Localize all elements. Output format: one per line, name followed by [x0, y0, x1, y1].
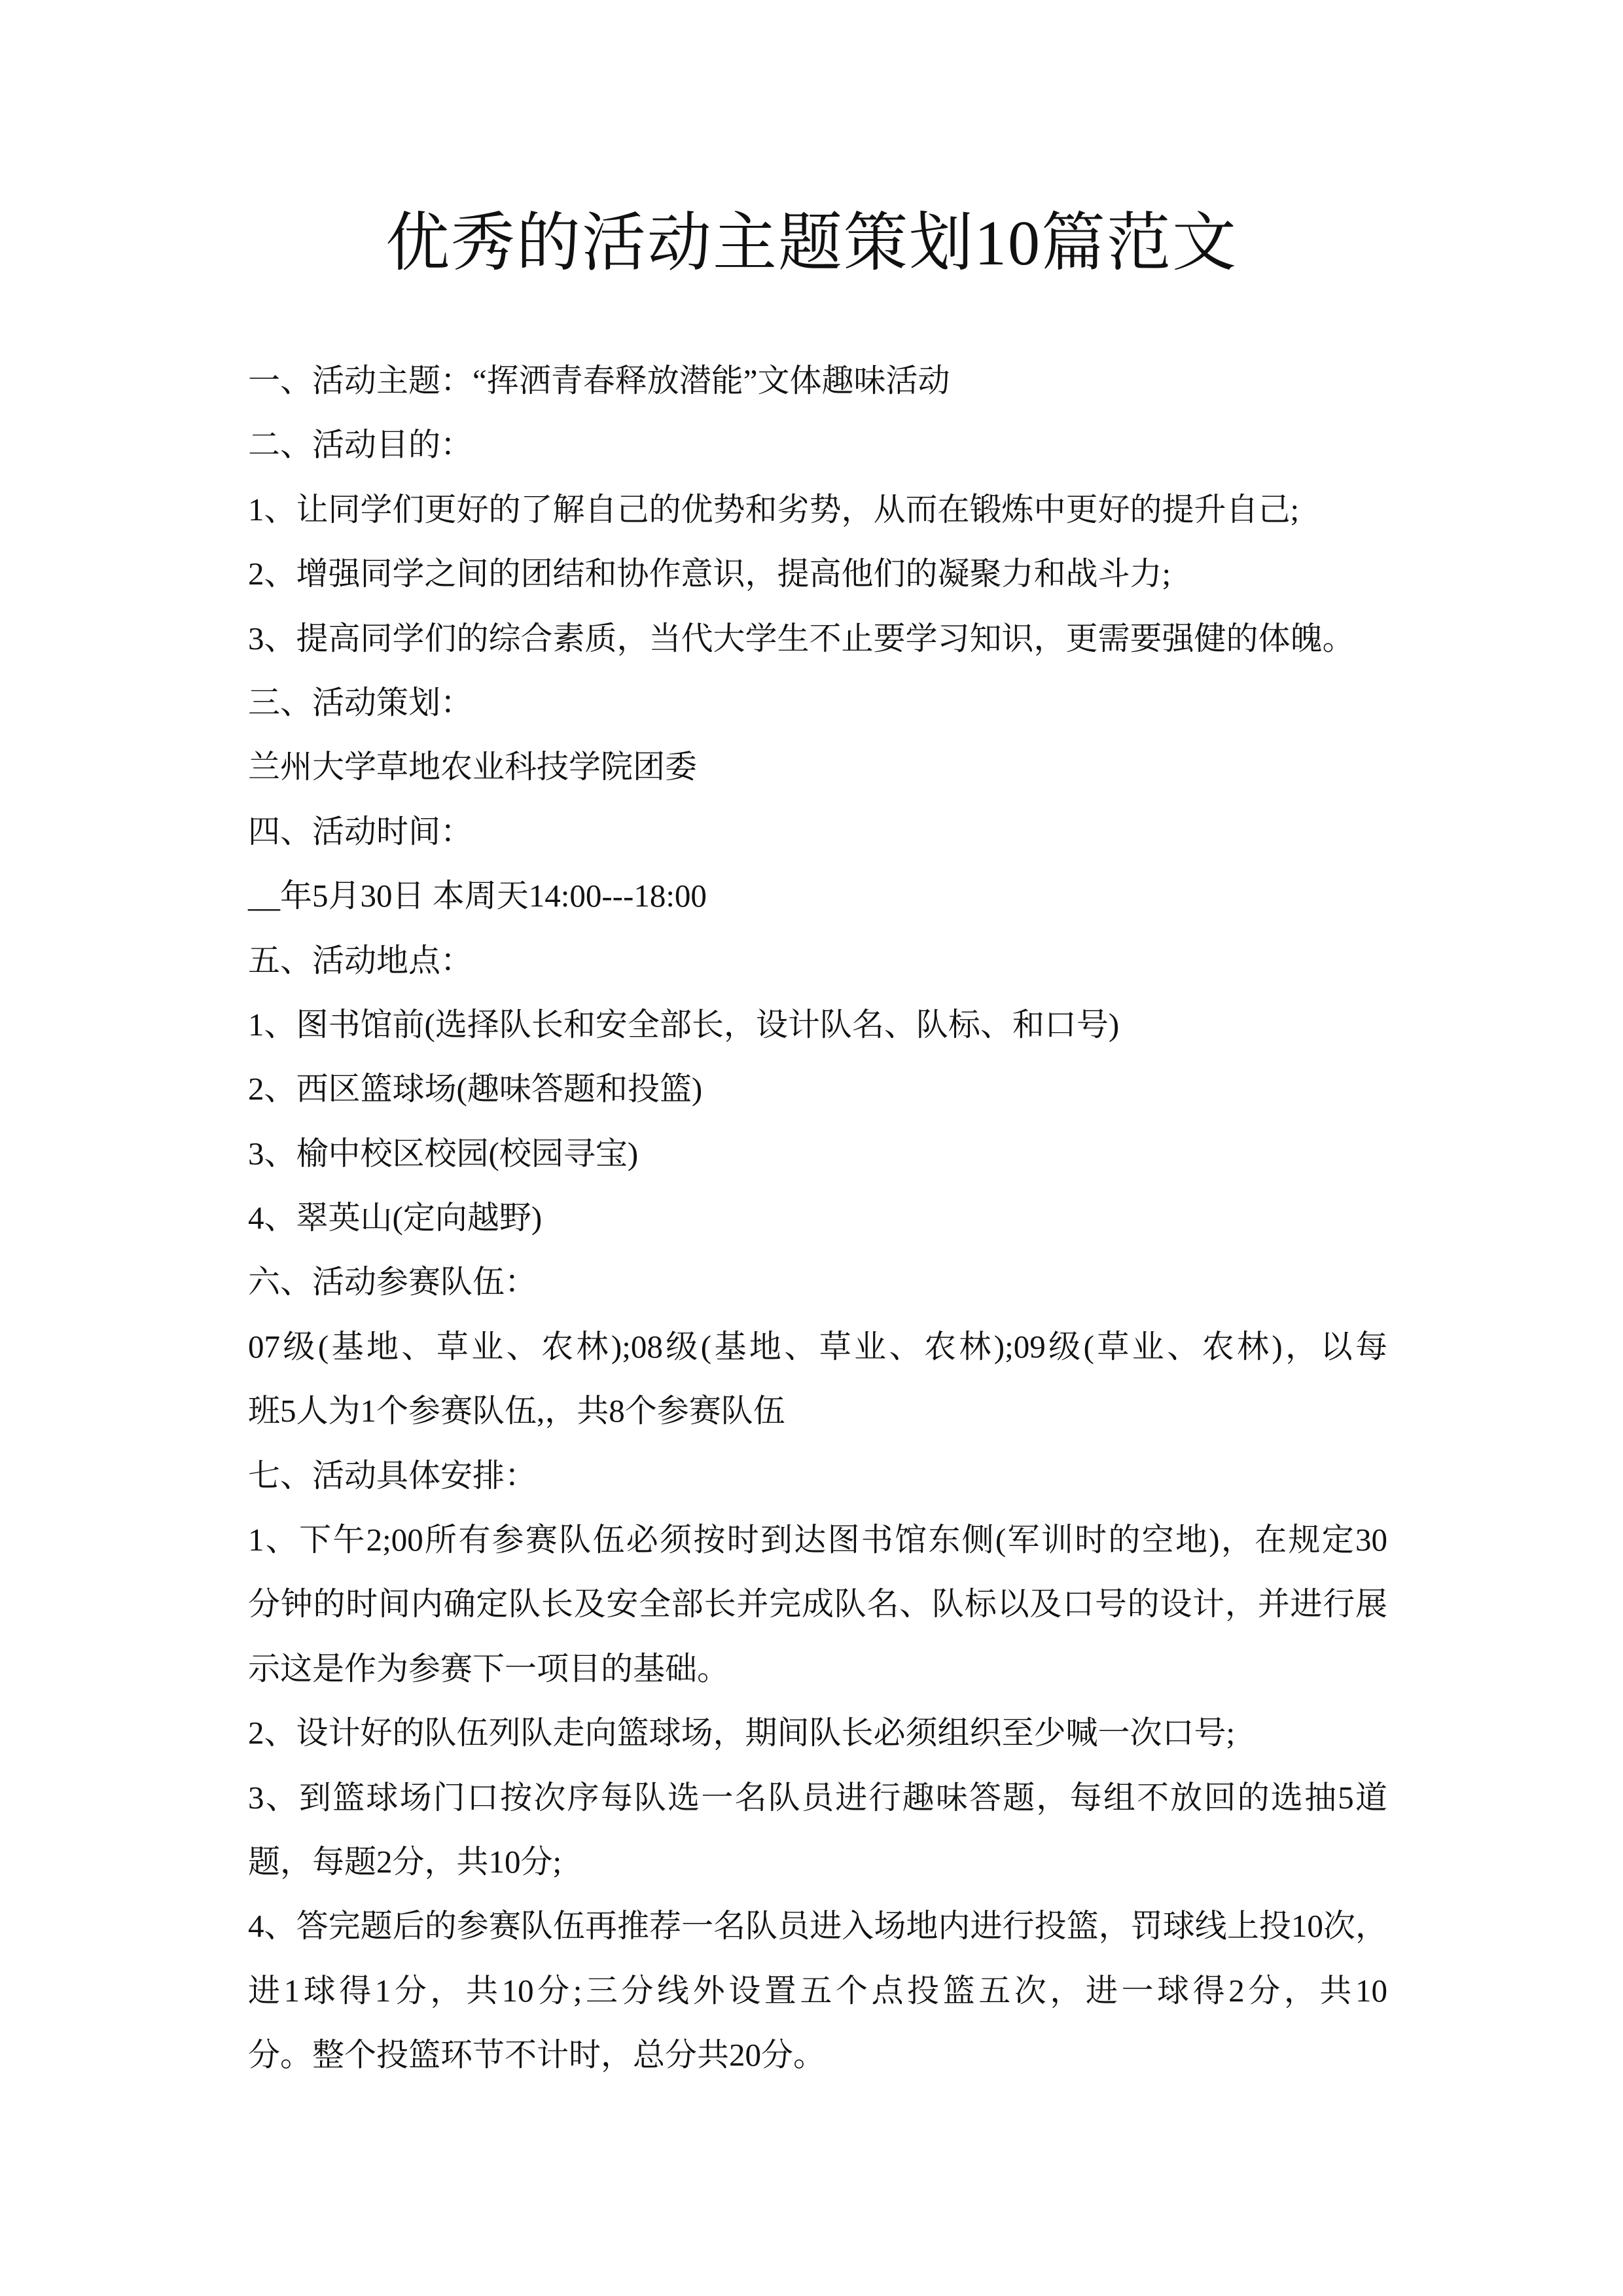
text-line: 2、增强同学之间的团结和协作意识，提高他们的凝聚力和战斗力;	[248, 556, 1171, 592]
text-line: 4、翠英山(定向越野)	[248, 1200, 543, 1236]
text-line: 兰州大学草地农业科技学院团委	[248, 749, 698, 785]
text-line: 2、设计好的队伍列队走向篮球场，期间队长必须组织至少喊一次口号;	[248, 1715, 1236, 1751]
text-line: 2、西区篮球场(趣味答题和投篮)	[248, 1071, 703, 1107]
text-line: 分。整个投篮环节不计时，总分共20分。	[248, 2037, 826, 2073]
text-line: 五、活动地点：	[248, 942, 473, 978]
text-line: 示这是作为参赛下一项目的基础。	[248, 1650, 730, 1687]
text-line: 四、活动时间：	[248, 813, 473, 850]
text-line: 三、活动策划：	[248, 684, 473, 721]
text-line: 班5人为1个参赛队伍,，共8个参赛队伍	[248, 1393, 785, 1429]
text-line: 1、让同学们更好的了解自己的优势和劣势，从而在锻炼中更好的提升自己;	[248, 491, 1300, 528]
text-line: 3、到篮球场门口按次序每队选一名队员进行趣味答题，每组不放回的选抽5道	[248, 1779, 1387, 1816]
text-line: 3、提高同学们的综合素质，当代大学生不止要学习知识，更需要强健的体魄。	[248, 620, 1355, 656]
text-line: 七、活动具体安排：	[248, 1457, 537, 1494]
text-line: 二、活动目的：	[248, 427, 473, 463]
text-line: 1、下午2;00所有参赛队伍必须按时到达图书馆东侧(军训时的空地)，在规定30	[248, 1522, 1387, 1558]
document-title: 优秀的活动主题策划10篇范文	[385, 208, 1238, 279]
text-line: __年5月30日 本周天14:00---18:00	[248, 878, 707, 914]
text-line: 进1球得1分，共10分;三分线外设置五个点投篮五次，进一球得2分，共10	[248, 1972, 1387, 2009]
text-line: 一、活动主题：“挥洒青春释放潜能”文体趣味活动	[248, 363, 950, 399]
text-line: 4、答完题后的参赛队伍再推荐一名队员进入场地内进行投篮，罚球线上投10次，	[248, 1908, 1387, 1945]
text-line: 六、活动参赛队伍：	[248, 1264, 537, 1300]
text-line: 07级(基地、草业、农林);08级(基地、草业、农林);09级(草业、农林)，以每	[248, 1328, 1387, 1365]
text-line: 分钟的时间内确定队长及安全部长并完成队名、队标以及口号的设计，并进行展	[248, 1586, 1387, 1623]
text-line: 3、榆中校区校园(校园寻宝)	[248, 1135, 639, 1172]
document-body	[248, 349, 1400, 2088]
text-line: 题，每题2分，共10分;	[248, 1843, 562, 1880]
text-line: 1、图书馆前(选择队长和安全部长，设计队名、队标、和口号)	[248, 1006, 1120, 1043]
